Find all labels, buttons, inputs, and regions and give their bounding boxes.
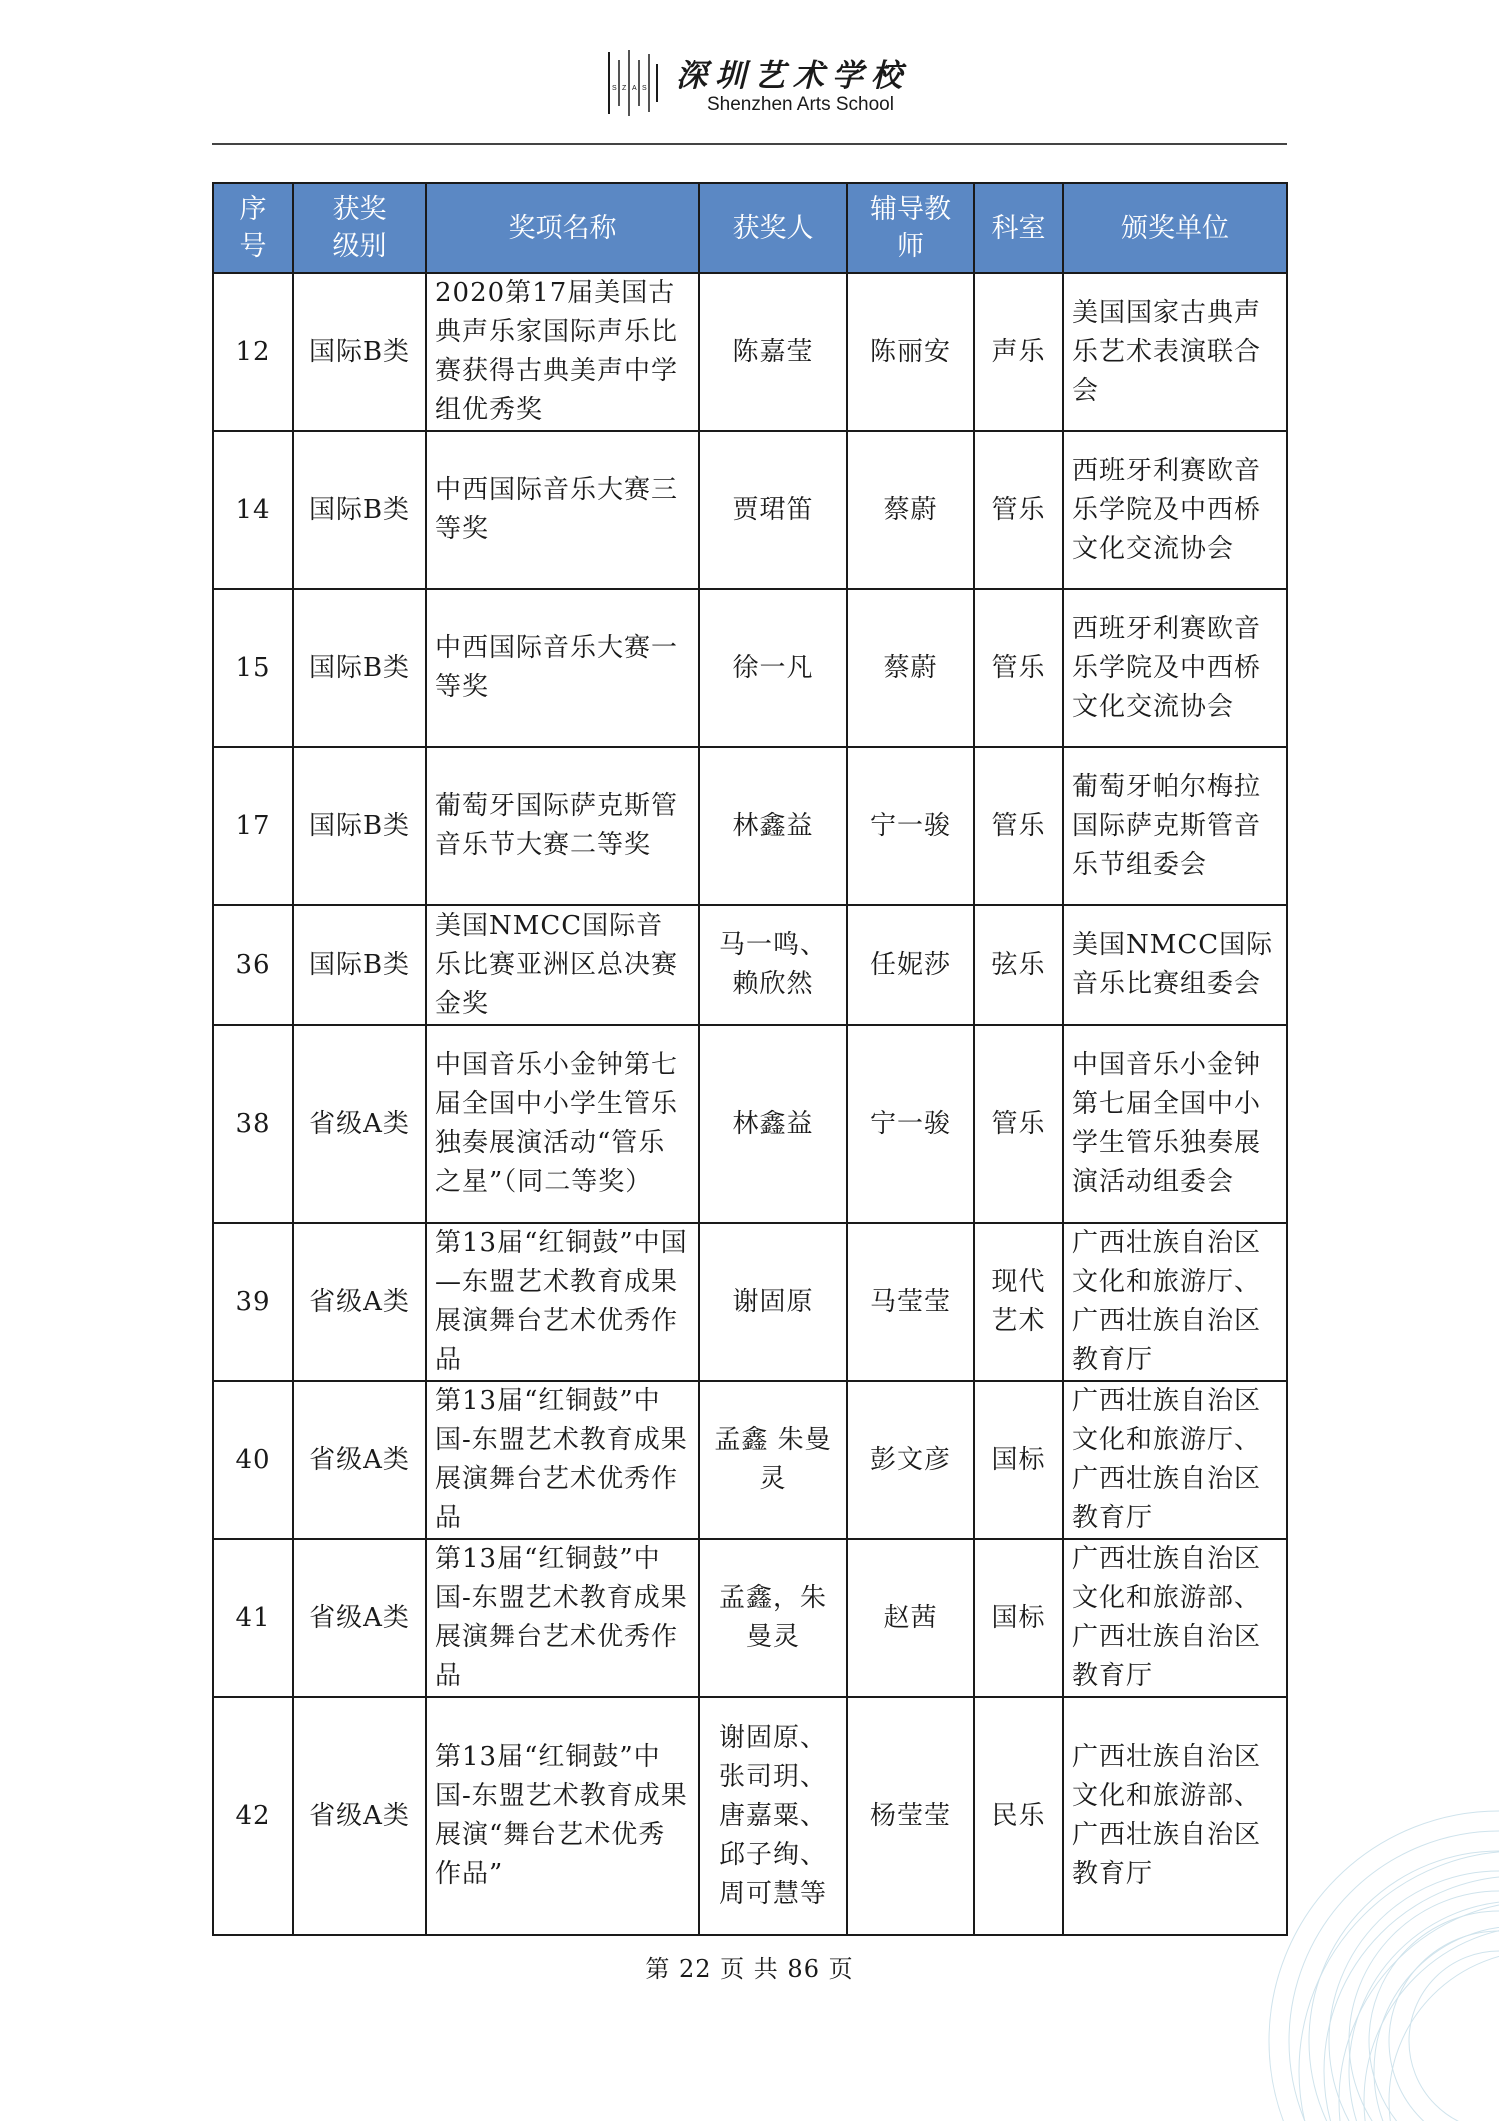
cell-award: 第13届“红铜鼓”中国-东盟艺术教育成果展演舞台艺术优秀作品 [426, 1381, 699, 1539]
cell-award: 第13届“红铜鼓”中国-东盟艺术教育成果展演“舞台艺术优秀作品” [426, 1697, 699, 1935]
header-teacher: 辅导教师 [847, 183, 974, 273]
cell-winner: 马一鸣、赖欣然 [699, 905, 847, 1025]
cell-issuer: 葡萄牙帕尔梅拉国际萨克斯管音乐节组委会 [1063, 747, 1287, 905]
table-row [213, 1381, 1287, 1539]
cell-issuer: 美国国家古典声乐艺术表演联合会 [1063, 273, 1287, 431]
cell-winner: 陈嘉莹 [699, 273, 847, 431]
cell-dept: 弦乐 [974, 905, 1063, 1025]
cell-dept: 民乐 [974, 1697, 1063, 1935]
cell-award: 葡萄牙国际萨克斯管音乐节大赛二等奖 [426, 747, 699, 905]
table-row [213, 747, 1287, 905]
cell-issuer: 西班牙利赛欧音乐学院及中西桥文化交流协会 [1063, 431, 1287, 589]
header-dept: 科室 [974, 183, 1063, 273]
cell-issuer: 广西壮族自治区文化和旅游部、广西壮族自治区教育厅 [1063, 1539, 1287, 1697]
table-row [213, 431, 1287, 589]
svg-text:A: A [632, 85, 637, 92]
header-issuer: 颁奖单位 [1063, 183, 1287, 273]
school-logo-icon [607, 50, 659, 116]
cell-level: 省级A类 [293, 1223, 426, 1381]
svg-text:Z: Z [622, 85, 627, 92]
table-row [213, 273, 1287, 431]
cell-issuer: 中国音乐小金钟第七届全国中小学生管乐独奏展演活动组委会 [1063, 1025, 1287, 1223]
table-row [213, 1025, 1287, 1223]
cell-level: 国际B类 [293, 589, 426, 747]
cell-teacher: 彭文彦 [847, 1381, 974, 1539]
cell-issuer: 广西壮族自治区文化和旅游厅、广西壮族自治区教育厅 [1063, 1223, 1287, 1381]
cell-teacher: 赵茜 [847, 1539, 974, 1697]
cell-award: 2020第17届美国古典声乐家国际声乐比赛获得古典美声中学组优秀奖 [426, 273, 699, 431]
cell-teacher: 杨莹莹 [847, 1697, 974, 1935]
header-seq: 序号 [213, 183, 293, 273]
cell-winner: 谢固原、张司玥、唐嘉粟、邱子绚、周可慧等 [699, 1697, 847, 1935]
cell-dept: 声乐 [974, 273, 1063, 431]
cell-award: 中西国际音乐大赛三等奖 [426, 431, 699, 589]
table-header-row [213, 183, 1287, 273]
svg-text:S: S [642, 85, 647, 92]
table-row [213, 905, 1287, 1025]
cell-winner: 徐一凡 [699, 589, 847, 747]
table-row [213, 1697, 1287, 1935]
cell-award: 第13届“红铜鼓”中国-东盟艺术教育成果展演舞台艺术优秀作品 [426, 1539, 699, 1697]
cell-winner: 孟鑫，朱曼灵 [699, 1539, 847, 1697]
cell-dept: 国标 [974, 1381, 1063, 1539]
cell-dept: 管乐 [974, 431, 1063, 589]
cell-award: 第13届“红铜鼓”中国—东盟艺术教育成果展演舞台艺术优秀作品 [426, 1223, 699, 1381]
cell-winner: 林鑫益 [699, 1025, 847, 1223]
cell-seq: 40 [213, 1381, 293, 1539]
cell-seq: 39 [213, 1223, 293, 1381]
cell-seq: 14 [213, 431, 293, 589]
school-name-cn: 深圳艺术学校 [676, 58, 910, 94]
cell-teacher: 宁一骏 [847, 1025, 974, 1223]
cell-seq: 42 [213, 1697, 293, 1935]
cell-level: 国际B类 [293, 905, 426, 1025]
svg-text:S: S [612, 85, 617, 92]
cell-level: 省级A类 [293, 1697, 426, 1935]
header-divider [212, 143, 1287, 145]
cell-dept: 国标 [974, 1539, 1063, 1697]
header-award: 奖项名称 [426, 183, 699, 273]
cell-teacher: 蔡蔚 [847, 431, 974, 589]
cell-issuer: 西班牙利赛欧音乐学院及中西桥文化交流协会 [1063, 589, 1287, 747]
cell-teacher: 马莹莹 [847, 1223, 974, 1381]
page-number: 第 22 页 共 86 页 [645, 1955, 854, 1983]
cell-level: 省级A类 [293, 1539, 426, 1697]
header-level: 获奖级别 [293, 183, 426, 273]
cell-winner: 孟鑫 朱曼灵 [699, 1381, 847, 1539]
page-header [0, 40, 1499, 130]
cell-issuer: 广西壮族自治区文化和旅游部、广西壮族自治区教育厅 [1063, 1697, 1287, 1935]
cell-level: 国际B类 [293, 747, 426, 905]
cell-award: 美国NMCC国际音乐比赛亚洲区总决赛金奖 [426, 905, 699, 1025]
table-row [213, 589, 1287, 747]
cell-seq: 15 [213, 589, 293, 747]
cell-dept: 现代艺术 [974, 1223, 1063, 1381]
school-name-en: Shenzhen Arts School [707, 94, 894, 115]
header-winner: 获奖人 [699, 183, 847, 273]
cell-seq: 38 [213, 1025, 293, 1223]
table-row [213, 1539, 1287, 1697]
cell-seq: 41 [213, 1539, 293, 1697]
cell-issuer: 美国NMCC国际音乐比赛组委会 [1063, 905, 1287, 1025]
cell-winner: 林鑫益 [699, 747, 847, 905]
cell-level: 国际B类 [293, 273, 426, 431]
award-table [212, 182, 1288, 1936]
cell-issuer: 广西壮族自治区文化和旅游厅、广西壮族自治区教育厅 [1063, 1381, 1287, 1539]
cell-winner: 贾珺笛 [699, 431, 847, 589]
cell-teacher: 陈丽安 [847, 273, 974, 431]
cell-award: 中国音乐小金钟第七届全国中小学生管乐独奏展演活动“管乐之星”（同二等奖） [426, 1025, 699, 1223]
cell-seq: 36 [213, 905, 293, 1025]
cell-teacher: 任妮莎 [847, 905, 974, 1025]
cell-teacher: 蔡蔚 [847, 589, 974, 747]
cell-dept: 管乐 [974, 589, 1063, 747]
cell-teacher: 宁一骏 [847, 747, 974, 905]
cell-level: 国际B类 [293, 431, 426, 589]
cell-dept: 管乐 [974, 747, 1063, 905]
table-row [213, 1223, 1287, 1381]
cell-winner: 谢固原 [699, 1223, 847, 1381]
cell-level: 省级A类 [293, 1381, 426, 1539]
cell-seq: 17 [213, 747, 293, 905]
cell-level: 省级A类 [293, 1025, 426, 1223]
cell-seq: 12 [213, 273, 293, 431]
cell-dept: 管乐 [974, 1025, 1063, 1223]
cell-award: 中西国际音乐大赛一等奖 [426, 589, 699, 747]
